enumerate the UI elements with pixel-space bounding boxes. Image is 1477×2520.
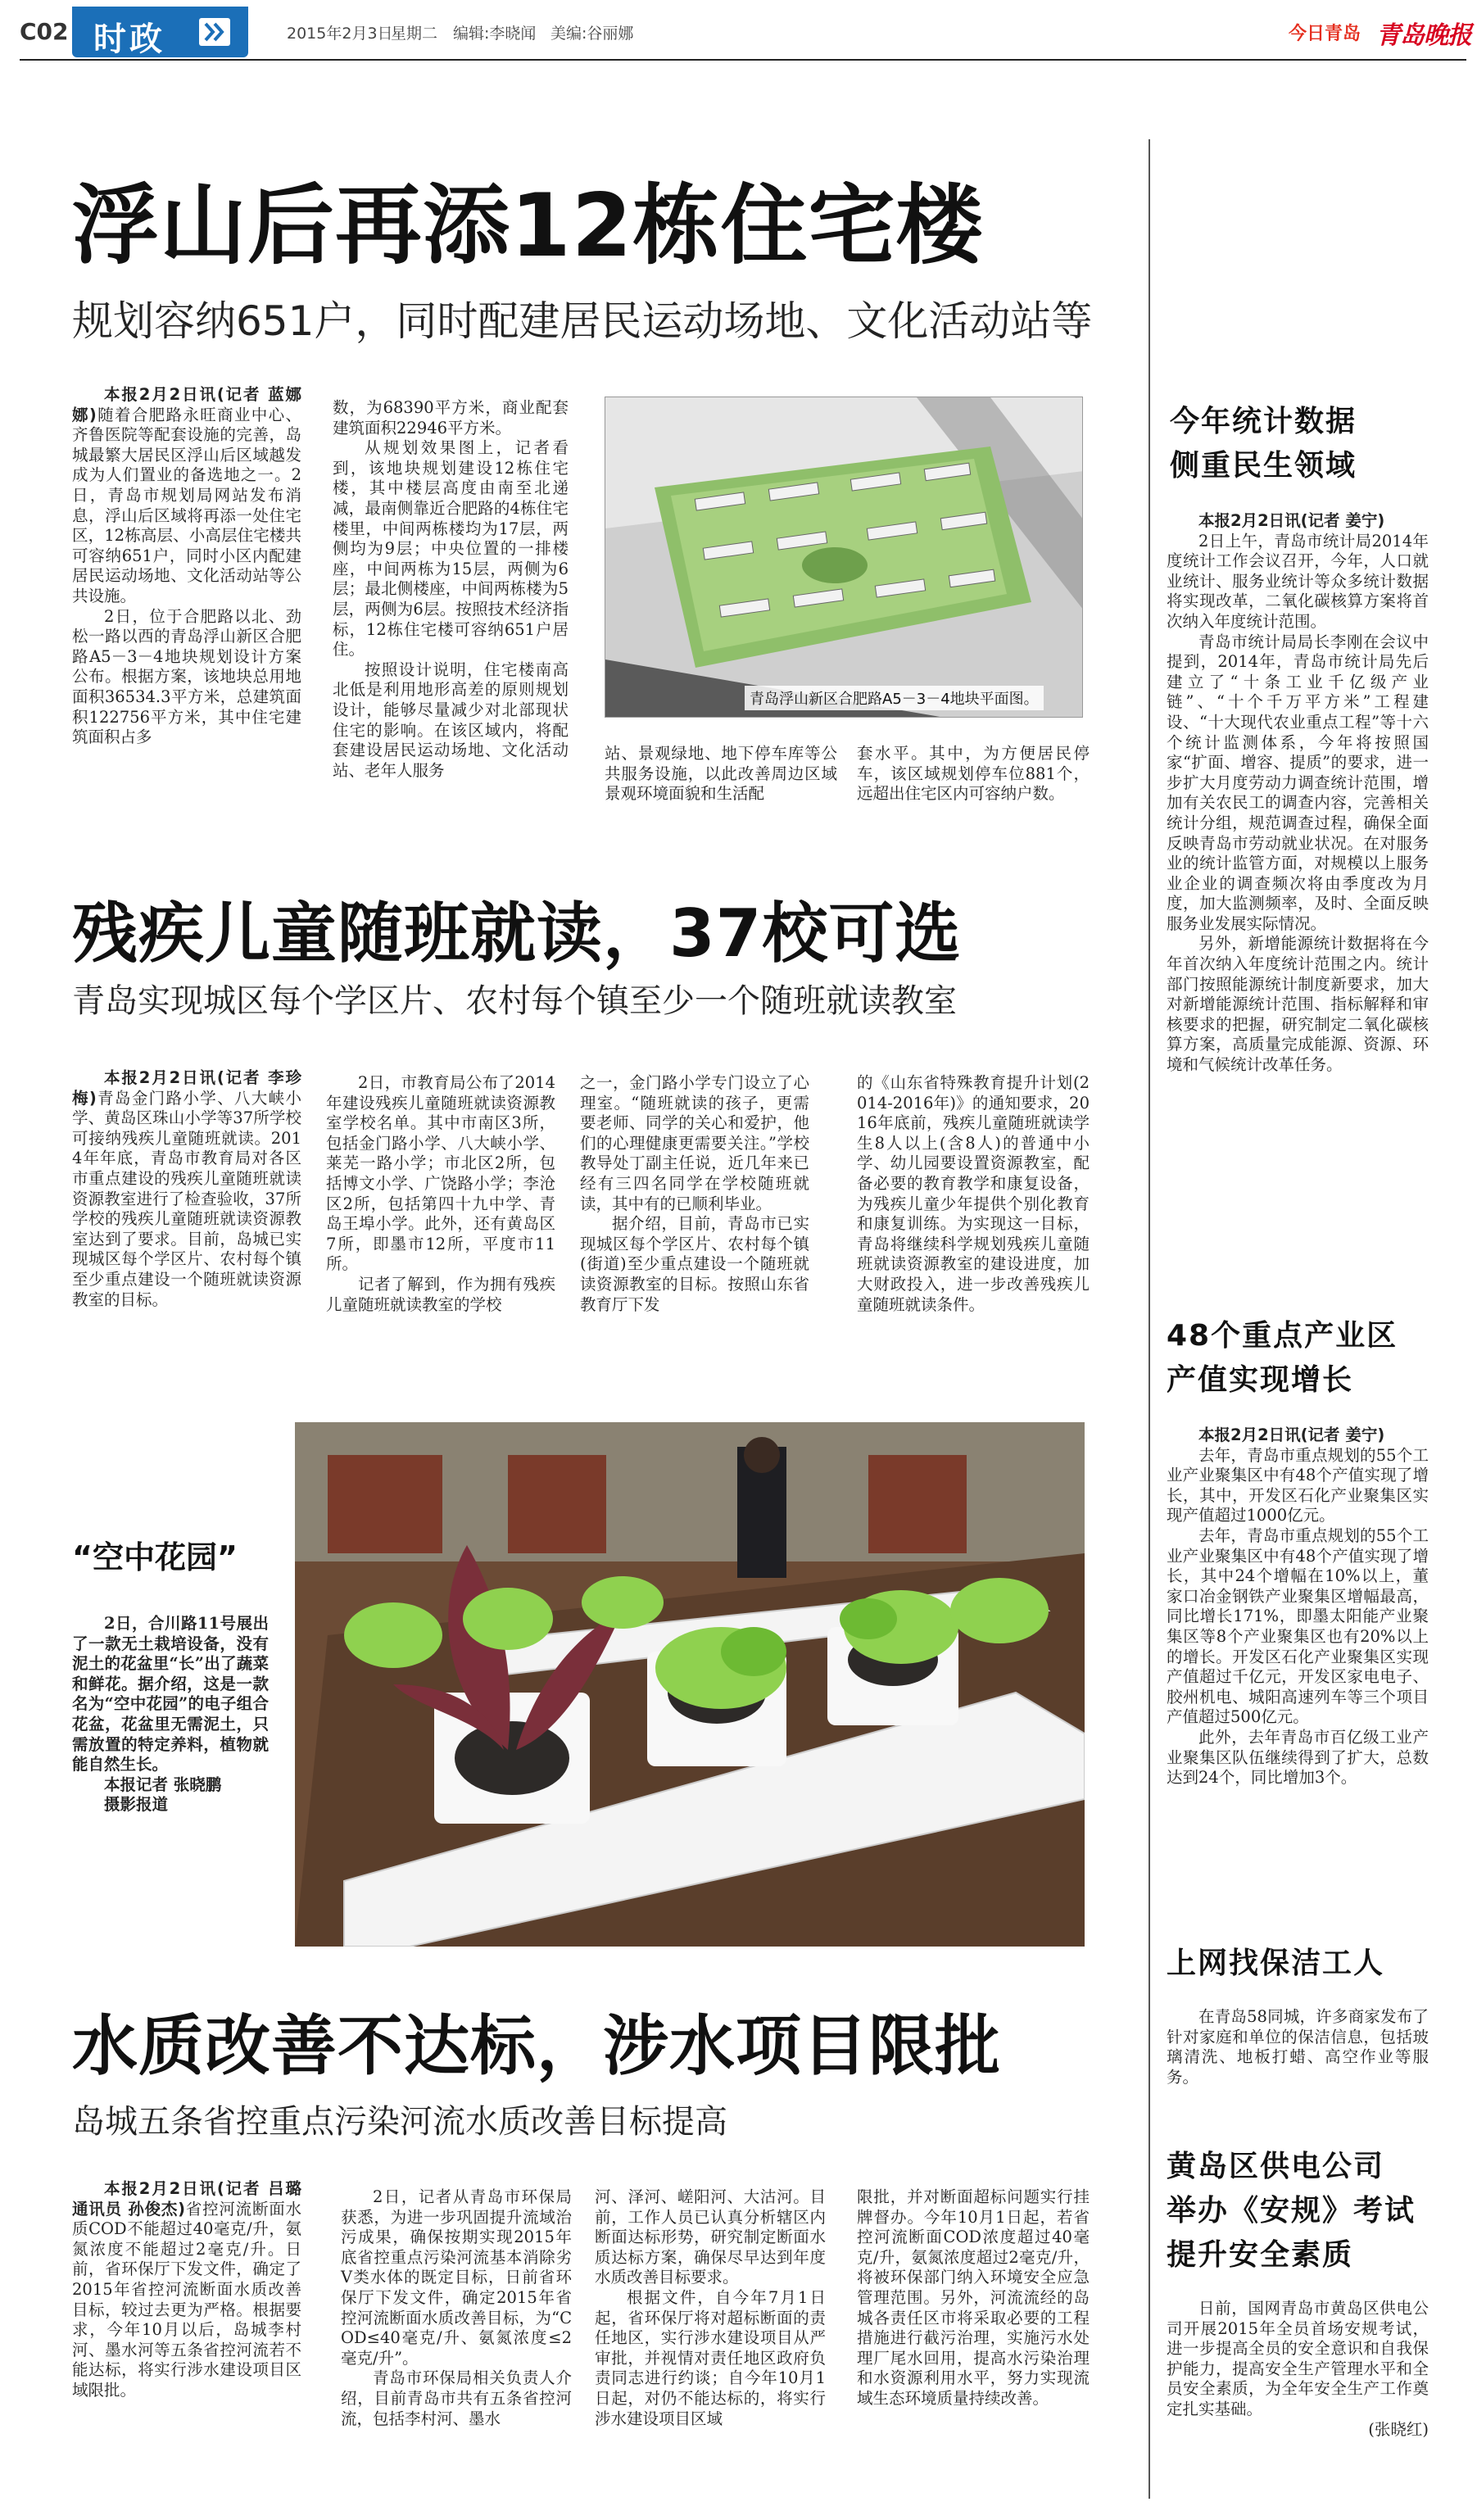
site-plan-caption: 青岛浮山新区合肥路A5－3－4地块平面图。 xyxy=(745,686,1044,710)
story3-col3: 河、泽河、嵯阳河、大沽河。目前，工作人员已认真分析辖区内断面达标形势，研究制定断面水质达标方案，确保尽早达到年度水质改善目标要求。 根据文件，自今年7月1日起，省环保厅将对超标断面的责任地区，实行涉水建设项目从严审批，并视情对责任地区政府负责同志进行约谈；自今年10月1日起，对仍不能达标的，将实行涉水建设项目区域 xyxy=(595,2187,826,2428)
story2-col4: 的《山东省特殊教育提升计划(2014-2016年)》的通知要求，2016年底前，残疾儿童随班就读学生8人以上(含8人)的普通中小学、幼儿园要设置资源教室，配备必要的教育教学和康复设备，为残疾儿童少年提供个别化教育和康复训练。为实现这一目标，青岛将继续科学规划残疾儿童随班就读资源教室的建设进度，加大财政投入，进一步改善残疾儿童随班就读条件。 xyxy=(857,1073,1090,1314)
side3: 上网找保洁工人 在青岛58同城，许多商家发布了针对家庭和单位的保洁信息，包括玻璃清洗、地板打蜡、高空作业等服务。 xyxy=(1167,1947,1429,2087)
story1-subtitle: 规划容纳651户，同时配建居民运动场地、文化活动站等 xyxy=(72,297,1093,345)
story2-col1: 本报2月2日讯(记者 李珍梅)青岛金门路小学、八大峡小学、黄岛区珠山小学等37所学校可接纳残疾儿童随班就读。2014年年底，青岛市教育局对各区市重点建设的残疾儿童随班就读资源教室进行了检查验收，37所学校的残疾儿童随班就读资源教室达到了要求。目前，岛城已实现城区每个学区片、农村每个镇至少重点建设一个随班就读资源教室的目标。 xyxy=(72,1068,301,1309)
today-qingdao-tag: 今日青岛 xyxy=(1289,24,1361,44)
story3-subtitle: 岛城五条省控重点污染河流水质改善目标提高 xyxy=(72,2103,727,2141)
story1-col4: 套水平。其中，为方便居民停车，该区域规划停车位881个，远超出住宅区内可容纳户数。 xyxy=(857,744,1090,804)
site-plan-image xyxy=(605,397,1083,718)
story1-col1: 本报2月2日讯(记者 蓝娜娜)随着合肥路永旺商业中心、齐鲁医院等配套设施的完善，岛城最繁大居民区浮山后区域越发成为人们置业的备选地之一。2日，青岛市规划局网站发布消息，浮山后区域将再添一处住宅区，12栋高层、小高层住宅楼共可容纳651户，同时小区内配建居民运动场地、文化活动站等公共设施。 2日，位于合肥路以北、劲松一路以西的青岛浮山新区合肥路A5－3－4地块规划设计方案公布。根据方案，该地块总用地面积36534.3平方米，总建筑面积122756平方米，其中住宅建筑面积占多 xyxy=(72,385,301,747)
story3-title: 水质改善不达标，涉水项目限批 xyxy=(72,2008,1001,2084)
story1-title: 浮山后再添12栋住宅楼 xyxy=(72,175,984,276)
story1-col3: 站、景观绿地、地下停车库等公共服务设施，以此改善周边区域景观环境面貌和生活配 xyxy=(605,744,837,804)
paper-logo: 青岛晚报 xyxy=(1376,21,1471,50)
story2-subtitle: 青岛实现城区每个学区片、农村每个镇至少一个随班就读教室 xyxy=(72,982,957,1020)
story2-col3: 之一，金门路小学专门设立了心理室。“随班就读的孩子，更需要老师、同学的关心和爱护，他们的心理健康更需要关注。”学校教导处丁副主任说，近几年来已经有三四名同学在学校随班就读，其中有的已顺利毕业。 据介绍，目前，青岛市已实现城区每个学区片、农村每个镇(街道)至少重点建设一个随班就读资源教室的目标。按照山东省教育厅下发 xyxy=(580,1073,809,1314)
story3-col1: 本报2月2日讯(记者 吕璐 通讯员 孙俊杰)省控河流断面水质COD不能超过40毫克/升，氨氮浓度不能超过2毫克/升。日前，省环保厅下发文件，确定了2015年省控河流断面水质改善目标，较过去更为严格。根据要求，今年10月以后，岛城李村河、墨水河等五条省控河流若不能达标，将实行涉水建设项目区域限批。 xyxy=(72,2179,301,2400)
chevron-right-icon xyxy=(199,18,230,46)
page-header xyxy=(0,0,1477,57)
story1-col2: 数，为68390平方米，商业配套建筑面积22946平方米。 从规划效果图上，记者看到，该地块规划建设12栋住宅楼，其中楼层高度由南至北递减，最南侧靠近合肥路的4栋住宅楼里，中间两栋楼均为17层，两侧均为9层；中央位置的一排楼座，中间两栋为15层，两侧为6层；最北侧楼座，中间两栋楼为5层，两侧为6层。按照技术经济指标，12栋住宅楼可容纳651户居住。 按照设计说明，住宅楼南高北低是利用地形高差的原则规划设计，能够尽量减少对北部现状住宅的影响。在该区域内，将配套建设居民运动场地、文化活动站、老年人服务 xyxy=(333,398,569,780)
issue-date: 2015年2月3日 xyxy=(287,25,393,43)
story1-lead: 本报2月2日讯(记者 蓝娜娜) xyxy=(72,385,301,424)
side2: 48个重点产业区 产值实现增长 本报2月2日讯(记者 姜宁) 去年，青岛市重点规划的55个工业产业聚集区中有48个产值实现了增长，其中，开发区石化产业聚集区实现产值超过1000亿元。 去年，青岛市重点规划的55个工业产业聚集区中有48个产值实现了增长，其中24个增幅在10%以上，董家口冶金钢铁产业聚集区增幅最高，同比增长171%，即墨太阳能产业聚集区等8个产业聚集区也有20%以上的增长。开发区石化产业聚集区实现产值超过千亿元，开发区家电电子、胶州机电、城阳高速列车等三个项目产值超过500亿元。 此外，去年青岛市百亿级工业产业聚集区队伍继续得到了扩大，总数达到24个，同比增加3个。 xyxy=(1167,1319,1429,1788)
story3-col2: 2日，记者从青岛市环保局获悉，为进一步巩固提升流域治污成果，确保按期实现2015年底省控重点污染河流基本消除劣V类水体的既定目标，日前省环保厅下发文件，确定2015年省控河流断面水质改善目标，为“COD≤40毫克/升、氨氮浓度≤2毫克/升”。 青岛市环保局相关负责人介绍，目前青岛市共有五条省控河流，包括李村河、墨水 xyxy=(341,2187,572,2428)
side4: 黄岛区供电公司 举办《安规》考试 提升安全素质 日前，国网青岛市黄岛区供电公司开展2015年全员首场安规考试，进一步提高全员的安全意识和自我保护能力，提高安全生产管理水平和全员安全素质，为全年安全生产工作奠定扎实基础。 (张晓红) xyxy=(1167,2150,1429,2439)
section-label: 时政 xyxy=(93,20,165,58)
issue-weekday: 星期二 xyxy=(391,25,438,43)
section-tab xyxy=(72,7,248,57)
side1: 今年统计数据 侧重民生领域 本报2月2日讯(记者 姜宁) 2日上午，青岛市统计局2014年度统计工作会议召开，今年，人口就业统计、服务业统计等众多统计数据将实现改革，二氧化碳核算方案将首次纳入年度统计范围。 青岛市统计局局长李刚在会议中提到，2014年，青岛市统计局先后建立了“十条工业千亿级产业链”、“十个千万平方米”工程建设、“十大现代农业重点工程”等十六个统计监测体系，今年将按照国家“扩面、增容、提质”的要求，进一步扩大月度劳动力调查统计范围，增加有关农民工的调查内容，完善相关统计分组，规范调查过程，确保全面反映青岛市劳动就业状况。在对服务业的统计监管方面，对规模以上服务业企业的调查频次将由季度改为月度，加大监测频率，及时、全面反映服务业发展实际情况。 另外，新增能源统计数据将在今年首次纳入年度统计范围之内。统计部门按照能源统计制度新要求，加大对新增能源统计范围、指标解释和审核要求的把握，研究制定二氧化碳核算方案，高质量完成能源、资源、环境和气候统计改革任务。 xyxy=(1167,405,1429,1075)
story2-col2: 2日，市教育局公布了2014年建设残疾儿童随班就读资源教室学校名单。其中市南区3所，包括金门路小学、八大峡小学、莱芜一路小学；市北区2所，包括博文小学、广饶路小学；李沧区2所，包括第四十九中学、青岛王埠小学。此外，还有黄岛区7所，即墨市12所，平度市11所。 记者了解到，作为拥有残疾儿童随班就读教室的学校 xyxy=(326,1073,555,1314)
photo-story-title: “空中花园” xyxy=(72,1539,238,1575)
story2-title: 残疾儿童随班就读，37校可选 xyxy=(72,895,962,972)
sidebar-divider xyxy=(1149,139,1150,2499)
art-editor: 美编:谷丽娜 xyxy=(550,25,634,43)
page-number: C02 xyxy=(20,18,69,45)
editor: 编辑:李晓闻 xyxy=(453,25,537,43)
header-rule xyxy=(20,59,1466,61)
story3-col4: 限批，并对断面超标问题实行挂牌督办。今年10月1日起，若省控河流断面COD浓度超过40毫克/升，氨氮浓度超过2毫克/升，将被环保部门纳入环境安全应急管理范围。另外，河流流经的岛城各责任区市将采取必要的工程措施进行截污治理，实施污水处理厂尾水回用，提高水污染治理和水资源利用水平，努力实现流域生态环境质量持续改善。 xyxy=(857,2187,1090,2408)
photo-story-text: 2日，合川路11号展出了一款无土栽培设备，没有泥土的花盆里“长”出了蔬菜和鲜花。据介绍，这是一款名为“空中花园”的电子组合花盆，花盆里无需泥土，只需放置的特定养料，植物就能自然生长。 本报记者 张晓鹏 摄影报道 xyxy=(72,1614,269,1815)
hydroponic-photo xyxy=(295,1422,1085,1947)
